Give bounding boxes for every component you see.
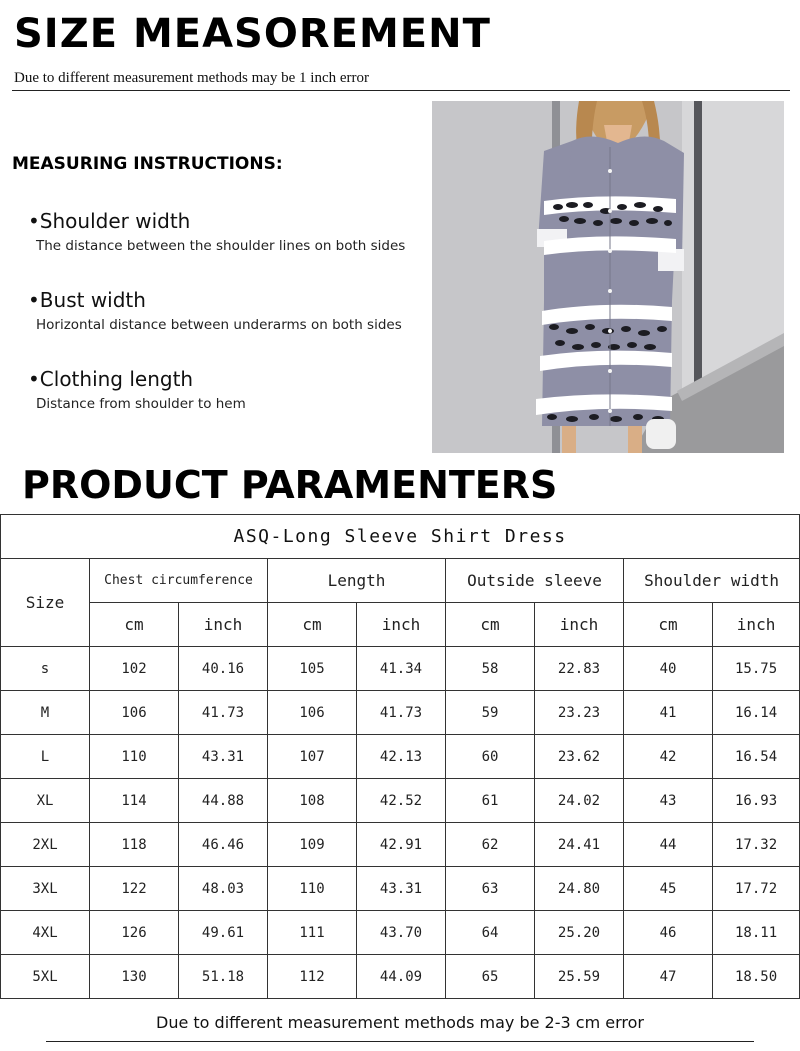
table-row xyxy=(1,779,800,823)
table-row xyxy=(1,955,800,999)
header-divider xyxy=(12,90,790,91)
size-header: Size xyxy=(1,559,90,647)
measurement-cell: 46 xyxy=(624,911,713,955)
measurement-cell: 43 xyxy=(624,779,713,823)
section-title: PRODUCT PARAMENTERS xyxy=(22,463,558,507)
unit-header: cm xyxy=(268,603,357,647)
measurement-cell: 59 xyxy=(446,691,535,735)
measurement-cell: 110 xyxy=(268,867,357,911)
instructions-heading: MEASURING INSTRUCTIONS: xyxy=(12,154,283,174)
measurement-cell: 60 xyxy=(446,735,535,779)
measurement-cell: 105 xyxy=(268,647,357,691)
measurement-cell: 47 xyxy=(624,955,713,999)
measurement-cell: 106 xyxy=(268,691,357,735)
measurement-cell: 111 xyxy=(268,911,357,955)
size-cell: 5XL xyxy=(1,955,90,999)
instruction-label: •Shoulder width xyxy=(28,209,191,233)
chest-circumference-header: Chest circumference xyxy=(90,559,268,603)
measurement-cell: 23.23 xyxy=(535,691,624,735)
measurement-cell: 62 xyxy=(446,823,535,867)
measurement-cell: 58 xyxy=(446,647,535,691)
measurement-cell: 24.41 xyxy=(535,823,624,867)
measurement-cell: 130 xyxy=(90,955,179,999)
measurement-cell: 25.59 xyxy=(535,955,624,999)
measurement-cell: 24.02 xyxy=(535,779,624,823)
instruction-clothing-length xyxy=(28,368,246,412)
measurement-cell: 43.70 xyxy=(357,911,446,955)
unit-header: inch xyxy=(179,603,268,647)
measurement-cell: 51.18 xyxy=(179,955,268,999)
footer-note: Due to different measurement methods may be 2-3 cm error xyxy=(156,1013,644,1032)
measurement-cell: 42.91 xyxy=(357,823,446,867)
size-chart-table xyxy=(0,514,800,999)
measurement-cell: 64 xyxy=(446,911,535,955)
size-cell: L xyxy=(1,735,90,779)
measurement-cell: 48.03 xyxy=(179,867,268,911)
measurement-cell: 41.34 xyxy=(357,647,446,691)
unit-header: inch xyxy=(357,603,446,647)
measurement-cell: 42.13 xyxy=(357,735,446,779)
page-title: SIZE MEASOREMENT xyxy=(14,11,491,57)
instruction-description: Distance from shoulder to hem xyxy=(36,396,246,412)
product-photo xyxy=(432,101,784,453)
measurement-cell: 109 xyxy=(268,823,357,867)
length-header: Length xyxy=(268,559,446,603)
size-cell: XL xyxy=(1,779,90,823)
table-row xyxy=(1,823,800,867)
instruction-shoulder-width xyxy=(28,210,405,254)
measurement-cell: 126 xyxy=(90,911,179,955)
measurement-cell: 108 xyxy=(268,779,357,823)
measurement-cell: 15.75 xyxy=(713,647,800,691)
measurement-cell: 17.72 xyxy=(713,867,800,911)
instruction-label: •Clothing length xyxy=(28,367,194,391)
measurement-cell: 17.32 xyxy=(713,823,800,867)
unit-header: cm xyxy=(624,603,713,647)
measurement-cell: 23.62 xyxy=(535,735,624,779)
size-cell: s xyxy=(1,647,90,691)
instruction-bust-width xyxy=(28,289,402,333)
table-row xyxy=(1,735,800,779)
measurement-cell: 40 xyxy=(624,647,713,691)
measurement-cell: 46.46 xyxy=(179,823,268,867)
outside-sleeve-header: Outside sleeve xyxy=(446,559,624,603)
measurement-cell: 16.93 xyxy=(713,779,800,823)
unit-header: inch xyxy=(713,603,800,647)
measurement-cell: 43.31 xyxy=(179,735,268,779)
table-row xyxy=(1,867,800,911)
measurement-cell: 44.09 xyxy=(357,955,446,999)
size-cell: 2XL xyxy=(1,823,90,867)
measurement-cell: 18.11 xyxy=(713,911,800,955)
table-row xyxy=(1,691,800,735)
table-row xyxy=(1,911,800,955)
measurement-cell: 42 xyxy=(624,735,713,779)
footer-divider xyxy=(46,1041,754,1042)
measurement-cell: 122 xyxy=(90,867,179,911)
measurement-cell: 44 xyxy=(624,823,713,867)
measurement-cell: 106 xyxy=(90,691,179,735)
unit-header: cm xyxy=(446,603,535,647)
measurement-cell: 22.83 xyxy=(535,647,624,691)
measurement-note: Due to different measurement methods may be 1 inch error xyxy=(14,70,370,86)
measurement-cell: 24.80 xyxy=(535,867,624,911)
unit-header: inch xyxy=(535,603,624,647)
table-caption: ASQ-Long Sleeve Shirt Dress xyxy=(1,515,800,559)
measurement-cell: 41.73 xyxy=(179,691,268,735)
measurement-cell: 110 xyxy=(90,735,179,779)
measurement-cell: 118 xyxy=(90,823,179,867)
measurement-cell: 107 xyxy=(268,735,357,779)
measurement-cell: 63 xyxy=(446,867,535,911)
shoulder-width-header: Shoulder width xyxy=(624,559,800,603)
measurement-cell: 45 xyxy=(624,867,713,911)
measurement-cell: 44.88 xyxy=(179,779,268,823)
unit-header: cm xyxy=(90,603,179,647)
measurement-cell: 102 xyxy=(90,647,179,691)
table-row xyxy=(1,647,800,691)
measurement-cell: 49.61 xyxy=(179,911,268,955)
measurement-cell: 65 xyxy=(446,955,535,999)
measurement-cell: 61 xyxy=(446,779,535,823)
size-cell: 4XL xyxy=(1,911,90,955)
measurement-cell: 18.50 xyxy=(713,955,800,999)
measurement-cell: 42.52 xyxy=(357,779,446,823)
measurement-cell: 40.16 xyxy=(179,647,268,691)
instruction-description: Horizontal distance between underarms on both sides xyxy=(36,317,402,333)
instruction-label: •Bust width xyxy=(28,288,146,312)
measurement-cell: 16.54 xyxy=(713,735,800,779)
size-cell: 3XL xyxy=(1,867,90,911)
measurement-cell: 16.14 xyxy=(713,691,800,735)
measurement-cell: 41 xyxy=(624,691,713,735)
measurement-cell: 43.31 xyxy=(357,867,446,911)
measurement-cell: 25.20 xyxy=(535,911,624,955)
measurement-cell: 114 xyxy=(90,779,179,823)
measurement-cell: 41.73 xyxy=(357,691,446,735)
size-cell: M xyxy=(1,691,90,735)
measurement-cell: 112 xyxy=(268,955,357,999)
instruction-description: The distance between the shoulder lines on both sides xyxy=(36,238,406,254)
